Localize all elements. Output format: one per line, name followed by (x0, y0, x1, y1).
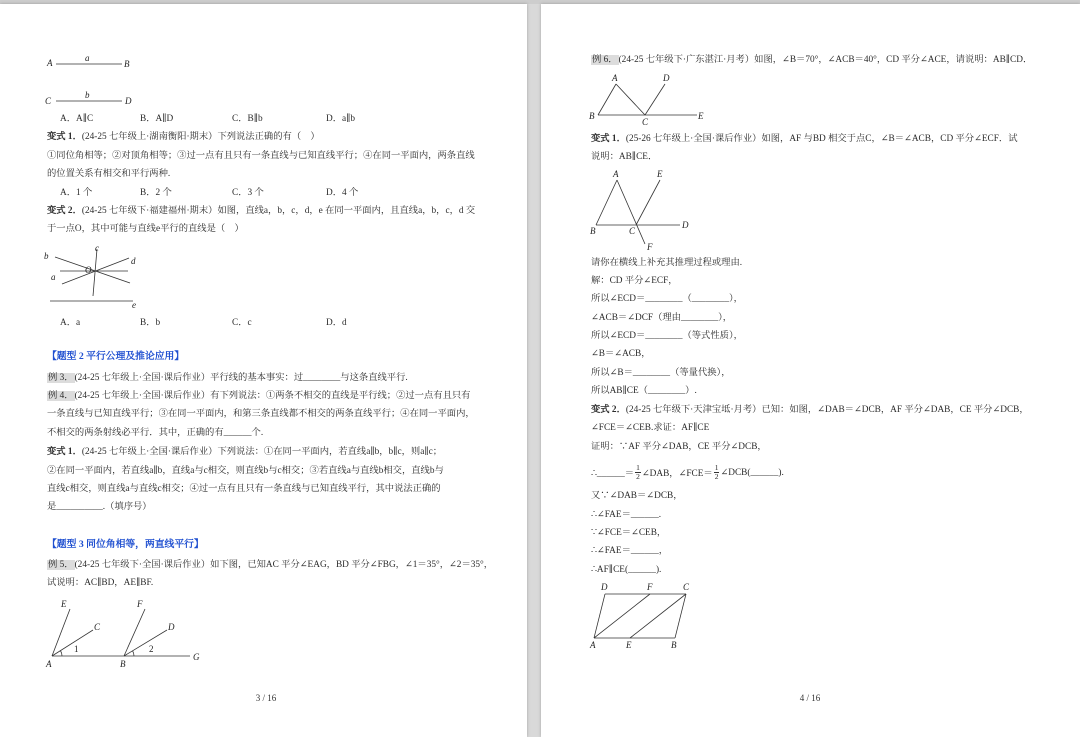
variant-1b-question (47, 446, 442, 458)
question-text: (24-25 七年级上·湖南衡阳·期末）下列说法正确的有（ ） (81, 132, 320, 142)
example-tag: 例 4． (48, 391, 74, 401)
segment-ec (630, 594, 686, 638)
label-point-c: C (94, 622, 101, 632)
label-point-c: C (683, 582, 690, 592)
question-text-line: ②在同一平面内，若直线a∥b，直线a与c相交，则直线b与c相交；③若直线a与直线b相交，直线b与 (47, 466, 444, 476)
proof-line: ∴∠FAE＝______， (591, 546, 669, 556)
example-tag: 例 5． (48, 560, 74, 570)
example-6-question (591, 54, 1032, 66)
label-point-b: B (590, 226, 596, 236)
proof-fraction-line (591, 462, 784, 482)
line-c (93, 249, 97, 296)
prev-option-a: A．A∥C (60, 114, 94, 124)
label-point-d: D (663, 73, 670, 83)
proof-line: 证明：∵AF 平分∠DAB，CE 平分∠DCB， (591, 442, 767, 452)
solution-line: 所以AB∥CE（________）. (591, 386, 697, 396)
page-4 (541, 4, 1080, 737)
question-text-line: 的位置关系有相交和平行两种. (47, 169, 171, 179)
solution-line: ∠ACB＝∠DCF（理由________）， (591, 313, 733, 323)
ray-bd (124, 630, 167, 656)
page-number: 3 / 16 (255, 693, 277, 703)
proof-line: ∴AF∥CE(______). (591, 565, 662, 575)
segment-af (594, 594, 650, 638)
option-c: C．c (232, 318, 252, 328)
variant-1-question (591, 133, 1018, 145)
fraction-numerator: 1 (636, 462, 640, 472)
variant-tag: 变式 1． (47, 132, 82, 142)
label-angle-1: 1 (74, 644, 79, 654)
label-point-c: C (642, 117, 649, 127)
question-text: (25-26 七年级上·全国·课后作业）如图，AF 与BD 相交于点C，∠B＝∠ACB，CD 平分∠ECF．试 (625, 134, 1018, 144)
proof-text: ∠DAB，∠FCE＝ (641, 469, 713, 479)
label-point-f: F (647, 582, 653, 592)
figure-intersecting-af-bd (585, 165, 695, 255)
segment-ab (596, 180, 617, 225)
question-text: (24-25 七年级下·天津宝坻·月考）已知：如图，∠DAB＝∠DCB，AF 平分∠DAB，CE 平分∠DCB， (625, 405, 1029, 415)
label-point-d: D (168, 622, 175, 632)
section-heading-2: 【题型 2 平行公理及推论应用】 (47, 351, 185, 362)
question-text: (24-25 七年级下·广东湛江·月考）如图，∠B＝70°，∠ACB＝40°，CD 平分∠ACE，请说明：AB∥CD． (618, 55, 1033, 65)
question-text-line: 试说明：AC∥BD，AE∥BF. (47, 578, 154, 588)
label-a-upper: A (47, 58, 53, 68)
example-tag: 例 3． (48, 373, 74, 383)
option-d: D．d (326, 318, 347, 328)
line-b (55, 257, 130, 283)
question-text-line: 是__________.（填序号） (47, 502, 152, 512)
figure-parallelogram (585, 578, 695, 656)
variant-1-question (47, 131, 320, 143)
label-point-f: F (647, 242, 653, 252)
fraction-half (714, 464, 720, 481)
variant-tag: 变式 1． (591, 134, 626, 144)
label-point-e: E (698, 111, 704, 121)
solution-line: 所以∠B＝________（等量代换）， (591, 368, 731, 378)
label-line-b: b (44, 251, 49, 261)
label-point-g: G (193, 652, 200, 662)
label-point-e: E (657, 169, 663, 179)
label-point-c: C (629, 226, 636, 236)
label-point-o: O (85, 265, 92, 275)
ray-ae (52, 609, 70, 656)
label-d-upper: D (125, 96, 132, 106)
question-text: (24-25 七年级下·福建福州·期末）如图，直线a，b，c，d，e 在同一平面内，且直线a，b，c，d 交 (81, 206, 476, 216)
label-point-a: A (613, 169, 619, 179)
label-point-a: A (46, 659, 52, 669)
side-da (594, 594, 605, 638)
example-3-question (47, 372, 408, 384)
example-4-question (47, 390, 470, 402)
figure-segments-ab-cd (40, 50, 140, 110)
question-text: (24-25 七年级上·全国·课后作业）下列说法：①在同一平面内，若直线a∥b，b∥c，则a∥c； (81, 447, 443, 457)
ray-bf (124, 609, 145, 656)
question-text-line: ①同位角相等；②对顶角相等；③过一点有且只有一条直线与已知直线平行；④在同一平面内，两条直线 (47, 151, 475, 161)
solution-line: 所以∠ECD＝________（等式性质）， (591, 331, 743, 341)
option-a: A．1 个 (60, 188, 93, 198)
label-c-upper: C (45, 96, 52, 106)
label-point-e: E (626, 640, 632, 650)
figure-angle-bisectors (40, 593, 210, 675)
label-point-f: F (137, 599, 143, 609)
question-text-line: ∠FCE＝∠CEB.求证：AF∥CE (591, 423, 710, 433)
proof-line: 又∵∠DAB＝∠DCB， (591, 491, 683, 501)
option-b: B．b (140, 318, 161, 328)
question-text: (24-25 七年级上·全国·课后作业）平行线的基本事实：过________与这条直线平行. (74, 373, 408, 383)
variant-tag: 变式 2． (591, 405, 626, 415)
question-text-line: 一条直线与已知直线平行；③在同一平面内，和第三条直线都不相交的两条直线平行；④在同一平面内， (47, 409, 475, 419)
label-line-a: a (51, 272, 56, 282)
figure-triangle-abc (585, 70, 710, 132)
question-text-line: 直线c相交，则直线a与直线c相交；④过一点有且只有一条直线与已知直线平行，其中说法正确的 (47, 484, 441, 494)
label-b-lower: b (85, 90, 90, 100)
prev-option-c: C．B∥b (232, 114, 263, 124)
fraction-numerator: 1 (714, 462, 719, 472)
solution-line: 解：CD 平分∠ECF， (591, 276, 678, 286)
fraction-half (635, 464, 641, 481)
example-tag: 例 6． (592, 55, 618, 65)
example-5-question (47, 559, 493, 571)
proof-line: ∵∠FCE＝∠CEB， (591, 528, 667, 538)
section-heading-3: 【题型 3 同位角相等，两直线平行】 (47, 539, 204, 550)
ray-ac (52, 630, 93, 656)
label-point-d: D (601, 582, 608, 592)
proof-text: ∴______＝ (591, 469, 635, 479)
segment-ac (616, 84, 645, 115)
question-text-line: 于一点O，其中可能与直线e平行的直线是（ ） (47, 224, 244, 234)
page-3 (0, 4, 527, 737)
segment-ba (598, 84, 616, 115)
label-angle-2: 2 (149, 644, 154, 654)
question-text-line: 说明：AB∥CE． (591, 152, 658, 162)
segment-cd (645, 84, 665, 115)
fraction-denominator: 2 (714, 471, 719, 481)
label-point-e: E (61, 599, 67, 609)
label-point-a: A (590, 640, 596, 650)
question-text-line: 不相交的两条射线必平行．其中，正确的有______个. (47, 428, 264, 438)
label-point-b: B (671, 640, 677, 650)
variant-2-question (47, 205, 475, 217)
label-point-a: A (612, 73, 618, 83)
side-cb (675, 594, 686, 638)
variant-tag: 变式 2． (47, 206, 82, 216)
angle-2-arc (133, 651, 134, 656)
ray-ce (636, 180, 660, 225)
prev-option-b: B．A∥D (140, 114, 174, 124)
prev-option-d: D．a∥b (326, 114, 356, 124)
solution-line: ∠B＝∠ACB， (591, 349, 651, 359)
variant-tag: 变式 1． (47, 447, 82, 457)
label-line-c: c (95, 243, 99, 253)
variant-2-question (591, 404, 1029, 416)
fraction-denominator: 2 (636, 471, 640, 481)
label-point-d: D (682, 220, 689, 230)
question-text: (24-25 七年级上·全国·课后作业）有下列说法：①两条不相交的直线是平行线；②过一点有且只有 (74, 391, 471, 401)
label-a-lower: a (85, 53, 90, 63)
label-b-upper: B (124, 59, 130, 69)
page-number: 4 / 16 (799, 693, 821, 703)
angle-1-arc (60, 651, 62, 656)
question-text: (24-25 七年级下·全国·课后作业）如下图，已知AC 平分∠EAG，BD 平分∠FBG，∠1＝35°，∠2＝35°， (74, 560, 494, 570)
solution-line: 请你在横线上补充其推理过程或理由. (591, 258, 743, 268)
proof-text: ∠DCB(______). (720, 467, 784, 478)
solution-line: 所以∠ECD＝________（________）， (591, 294, 743, 304)
option-c: C．3 个 (232, 188, 264, 198)
figure-intersecting-lines (40, 240, 140, 316)
option-b: B．2 个 (140, 188, 172, 198)
option-d: D．4 个 (326, 188, 359, 198)
label-point-b: B (589, 111, 595, 121)
label-line-e: e (132, 300, 136, 310)
option-a: A．a (60, 318, 81, 328)
label-line-d: d (131, 256, 136, 266)
label-point-b: B (120, 659, 126, 669)
proof-line: ∴∠FAE＝______. (591, 510, 662, 520)
